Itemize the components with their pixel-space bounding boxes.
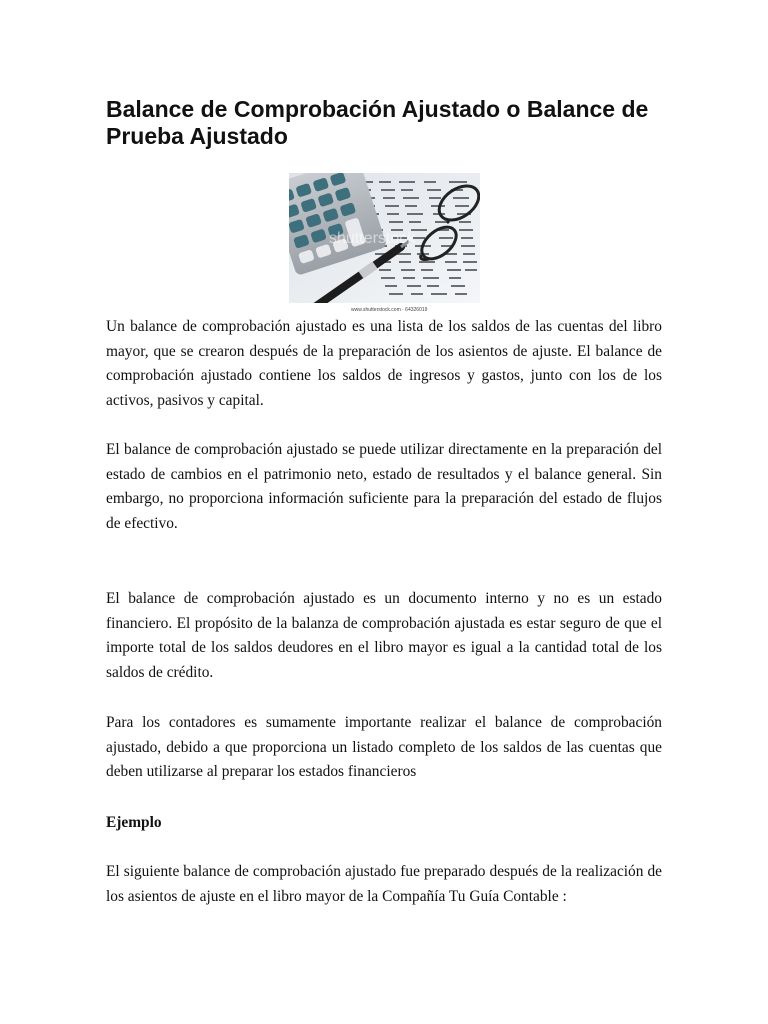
paragraph-3: El balance de comprobación ajustado es un documento interno y no es un estado financiero. El propósito de la balanza de comprobación ajustada es estar seguro de que el importe total de los saldos deudores en el libro mayor es igual a la cantidad total de los saldos de crédito. — [106, 590, 662, 681]
watermark-text: shutterstock — [329, 230, 416, 247]
page-title: Balance de Comprobación Ajustado o Balance de Prueba Ajustado — [106, 96, 649, 149]
calculator-photo — [289, 173, 480, 313]
paragraph-2: El balance de comprobación ajustado se puede utilizar directamente en la preparación del estado de cambios en el patrimonio neto, estado de resultados y el balance general. Sin embargo, no proporciona información suficiente para la preparación del estado de flujos de efectivo. — [106, 441, 662, 532]
calculator-pen-glasses-illustration — [289, 173, 480, 313]
example-heading: Ejemplo — [106, 814, 162, 831]
example-paragraph: El siguiente balance de comprobación ajustado fue preparado después de la realización de los asientos de ajuste en el libro mayor de la Compañía Tu Guía Contable : — [106, 863, 662, 905]
paragraph-1: Un balance de comprobación ajustado es una lista de los saldos de las cuentas del libro mayor, que se crearon después de la preparación de los asientos de ajuste. El balance de comprobación ajustado contiene los saldos de ingresos y gastos, junto con los de los activos, pasivos y capital. — [106, 318, 662, 409]
image-caption: www.shutterstock.com · 64326019 — [351, 307, 428, 313]
paragraph-4: Para los contadores es sumamente importante realizar el balance de comprobación ajustado, debido a que proporciona un listado completo de los saldos de las cuentas que deben utilizarse al preparar los estados financieros — [106, 714, 662, 781]
